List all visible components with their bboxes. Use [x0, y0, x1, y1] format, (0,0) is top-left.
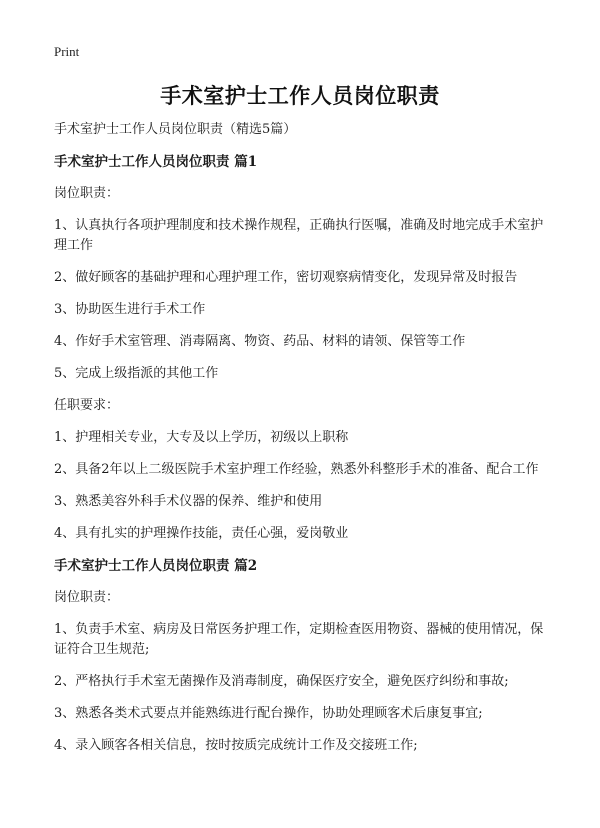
list-item: 3、熟悉各类术式要点并能熟练进行配台操作，协助处理顾客术后康复事宜;	[54, 706, 483, 721]
page-title: 手术室护士工作人员岗位职责	[160, 83, 440, 108]
document-body	[54, 120, 552, 768]
duties-label: 岗位职责：	[54, 186, 120, 201]
list-item: 4、作好手术室管理、消毒隔离、物资、药品、材料的请领、保管等工作	[54, 334, 466, 349]
list-item: 4、录入顾客各相关信息，按时按质完成统计工作及交接班工作;	[54, 738, 418, 753]
list-item: 2、做好顾客的基础护理和心理护理工作，密切观察病情变化，发现异常及时报告	[54, 270, 518, 285]
list-item: 1、负责手术室、病房及日常医务护理工作，定期检查医用物资、器械的使用情况，保证符合卫生规范;	[54, 622, 544, 657]
list-item: 4、具有扎实的护理操作技能，责任心强，爱岗敬业	[54, 526, 349, 541]
section-heading: 手术室护士工作人员岗位职责 篇1	[54, 154, 258, 170]
list-item: 3、熟悉美容外科手术仪器的保养、维护和使用	[54, 494, 323, 509]
list-item: 2、严格执行手术室无菌操作及消毒制度，确保医疗安全，避免医疗纠纷和事故;	[54, 674, 509, 689]
print-label: Print	[54, 44, 80, 59]
list-item: 3、协助医生进行手术工作	[54, 302, 206, 317]
list-item: 2、具备2年以上二级医院手术室护理工作经验，熟悉外科整形手术的准备、配合工作	[54, 462, 539, 477]
document-subtitle: 手术室护士工作人员岗位职责（精选5篇）	[54, 122, 297, 137]
list-item: 1、护理相关专业，大专及以上学历，初级以上职称	[54, 430, 349, 445]
duties-label: 岗位职责：	[54, 590, 120, 605]
list-item: 5、完成上级指派的其他工作	[54, 366, 219, 381]
section-heading: 手术室护士工作人员岗位职责 篇2	[54, 558, 258, 574]
list-item: 1、认真执行各项护理制度和技术操作规程，正确执行医嘱，准确及时地完成手术室护理工作	[54, 218, 544, 253]
requirements-label: 任职要求：	[54, 398, 120, 413]
